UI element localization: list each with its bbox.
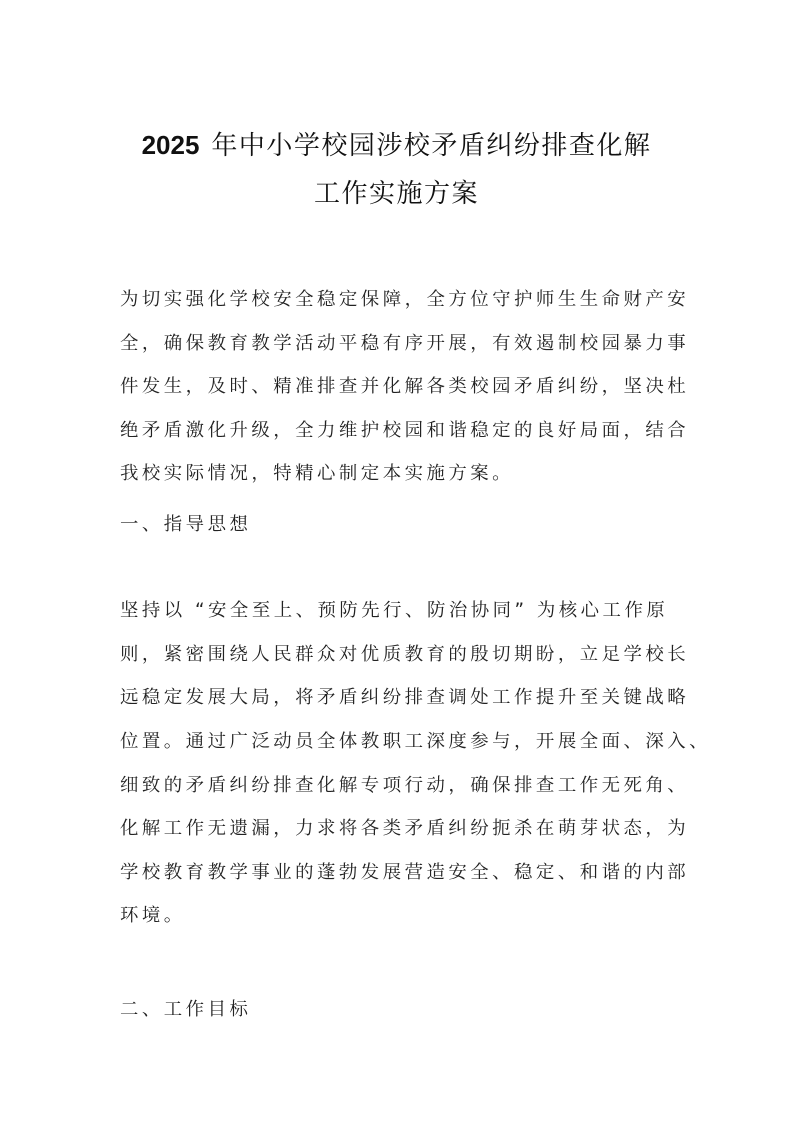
- section-line: 环境。: [120, 905, 186, 926]
- section-line: 位置。通过广泛动员全体教职工深度参与，开展全面、深入、: [120, 731, 712, 752]
- section-heading-guiding-ideology: 一、指导思想: [120, 514, 252, 535]
- intro-line: 我校实际情况，特精心制定本实施方案。: [120, 463, 515, 484]
- section-line: 学校教育教学事业的蓬勃发展营造安全、稳定、和谐的内部: [120, 862, 690, 883]
- section-line: 则，紧密围绕人民群众对优质教育的殷切期盼，立足学校长: [120, 644, 690, 665]
- intro-line: 件发生，及时、精准排查并化解各类校园矛盾纠纷，坚决杜: [120, 376, 690, 397]
- intro-line: 绝矛盾激化升级，全力维护校园和谐稳定的良好局面，结合: [120, 420, 690, 441]
- document-title-line-2: 工作实施方案: [313, 179, 479, 209]
- intro-line: 为切实强化学校安全稳定保障，全方位守护师生生命财产安: [120, 289, 690, 310]
- section-line: 细致的矛盾纠纷排查化解专项行动，确保排查工作无死角、: [120, 775, 690, 796]
- section-line: 坚持以 “安全至上、预防先行、防治协同” 为核心工作原: [120, 600, 669, 621]
- title-text-1: 年中小学校园涉校矛盾纠纷排查化解: [211, 131, 652, 161]
- section-line: 远稳定发展大局，将矛盾纠纷排查调处工作提升至关键战略: [120, 687, 690, 708]
- section-line: 化解工作无遗漏，力求将各类矛盾纠纷扼杀在萌芽状态，为: [120, 818, 690, 839]
- intro-line: 全，确保教育教学活动平稳有序开展，有效遏制校园暴力事: [120, 333, 690, 354]
- title-year: 2025: [141, 130, 200, 160]
- section-heading-work-goals: 二、工作目标: [120, 999, 252, 1020]
- document-title-line-1: [0, 128, 793, 163]
